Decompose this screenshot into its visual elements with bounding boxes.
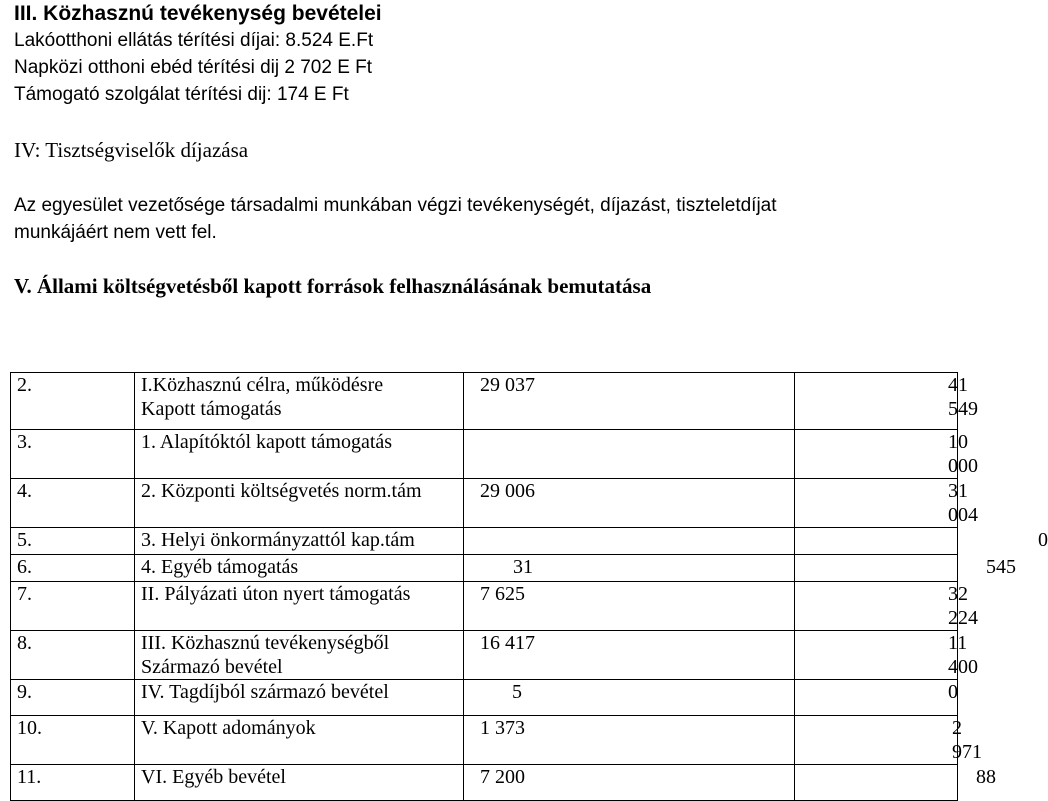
row-value-1: 29 037 [464,373,795,430]
row-number: 6. [11,555,135,582]
row-description [135,528,464,555]
section-4-text-line-2: munkájáért nem vett fel. [14,222,217,243]
row-value-2: 2 971 [795,716,958,765]
income-line-residential-home: Lakóotthoni ellátás térítési díjai: 8.524 E.Ft [14,30,374,51]
row-number: 11. [11,765,135,801]
table-row [11,479,958,528]
row-value-2: 11 400 [795,631,958,680]
row-value-1 [464,430,795,479]
table-row [11,373,958,430]
row-number: 9. [11,680,135,716]
row-value-1: 31 [464,555,795,582]
table-row [11,716,958,765]
section-4-title: IV: Tisztségviselők díjazása [14,138,249,162]
row-description [135,765,464,801]
row-value-2: 0 [795,680,958,716]
section-4-text-line-1: Az egyesület vezetősége társadalmi munkában végzi tevékenységét, díjazást, tiszteletdíjat [14,195,777,216]
row-number: 10. [11,716,135,765]
budget-table [10,372,1048,801]
row-description [135,555,464,582]
row-number: 2. [11,373,135,430]
table-row [11,430,958,479]
row-number: 5. [11,528,135,555]
row-description-line-1: 2. Központi költségvetés norm.tám [141,480,422,502]
row-number: 7. [11,582,135,631]
row-description-line-1: I.Közhasznú célra, működésre [141,374,384,396]
table-row [11,680,958,716]
row-description-line-2: Származó bevétel [141,656,283,678]
row-description [135,680,464,716]
row-value-2: 10 000 [795,430,958,479]
row-value-1: 1 373 [464,716,795,765]
row-value-2: 88 [795,765,958,801]
row-description-line-1: V. Kapott adományok [141,717,316,739]
row-description-line-1: VI. Egyéb bevétel [141,766,286,788]
row-value-2: 41 549 [795,373,958,430]
row-value-1: 5 [464,680,795,716]
row-number: 4. [11,479,135,528]
section-3-title: III. Közhasznú tevékenység bevételei [14,2,382,25]
row-description [135,582,464,631]
income-line-support-service: Támogató szolgálat térítési dij: 174 E Ft [14,84,349,105]
row-number: 8. [11,631,135,680]
row-number: 3. [11,430,135,479]
row-description [135,479,464,528]
row-description-line-1: IV. Tagdíjból származó bevétel [141,681,389,703]
row-description-line-1: II. Pályázati úton nyert támogatás [141,583,411,605]
row-description-line-1: 4. Egyéb támogatás [141,556,299,578]
table-row [11,582,958,631]
row-value-1: 7 625 [464,582,795,631]
row-description [135,373,464,430]
row-description [135,631,464,680]
row-description-line-2: Kapott támogatás [141,398,282,420]
row-value-2: 0 [795,528,958,555]
table-row [11,765,958,801]
row-value-1 [464,528,795,555]
row-value-1: 29 006 [464,479,795,528]
table-row [11,528,958,555]
row-value-2: 31 004 [795,479,958,528]
row-value-1: 7 200 [464,765,795,801]
income-line-day-care-meals: Napközi otthoni ebéd térítési dij 2 702 E Ft [14,57,373,78]
row-value-1: 16 417 [464,631,795,680]
row-value-2: 545 [795,555,958,582]
row-value-2: 32 224 [795,582,958,631]
row-description-line-1: 1. Alapítóktól kapott támogatás [141,431,393,453]
section-5-title: V. Állami költségvetésből kapott források felhasználásának bemutatása [14,274,652,298]
table-row [11,631,958,680]
row-description-line-1: 3. Helyi önkormányzattól kap.tám [141,529,415,551]
table-row [11,555,958,582]
row-description [135,716,464,765]
row-description-line-1: III. Közhasznú tevékenységből [141,632,390,654]
row-description [135,430,464,479]
